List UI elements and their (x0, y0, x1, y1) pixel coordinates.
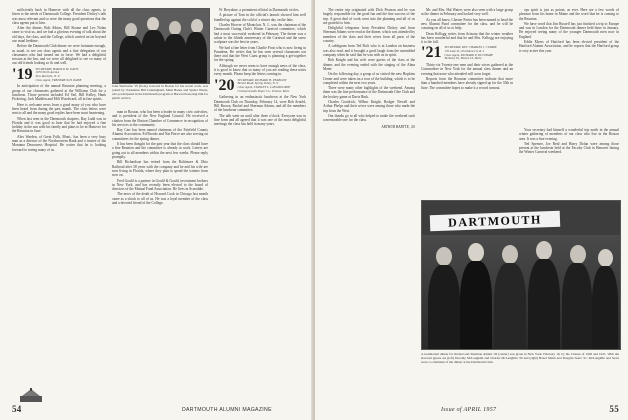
class-header-1920 (214, 76, 306, 94)
paragraph: Mr. and Mrs. Hal Waters were also seen with a large group at the dinner in February and looked very well. (421, 8, 513, 17)
right-column-3-bottom (519, 128, 619, 198)
address-line: Commonwealth Paper Co., Ventnor, Mich. (237, 88, 290, 93)
paragraph: We have word that Jim Russell has just finished a trip to Europe and was in London for the Dartmouth dinner held there in January. He enjoyed seeing many of the younger Dartmouth men now in England. (519, 21, 619, 39)
right-column-3-top (519, 8, 619, 126)
page-number: 54 (12, 404, 22, 414)
photo-caption: A testimonial dinner for Rachel and Sherman Adams '20 (center) was given in New York, February 16, by the Classes of 1920 and 1921. With the honored guests are (left) Dorothy McLaughlin and Charles McLaughlin '20 and (right) Hazel Smith and Douglas Sears '21. McLaughlin and Sears were co-chairmen of the dinner at the Dartmouth Club. (421, 352, 619, 364)
paragraph: man in Boston, who has been a leader in many civic activities, and is president of the New England Council. He received a citation from the Boston Chamber of Commerce in recognition of his services to the community. (112, 110, 208, 127)
paragraph: Reports from the Reunion committee indicate that more than a hundred members have already signed up for the 35th in June. The committee hopes to make it a record turnout. (421, 77, 513, 90)
paragraph: The news of the death of Howard Cook in Chicago last month came as a shock to all of us. He was a loyal member of the class and a devoted friend of the College. (112, 192, 208, 205)
right-col2-top-text (421, 8, 513, 44)
paragraph: There were many other highlights of the weekend. Among them was the fine performance of the Dartmouth Glee Club and the hockey game at Davis Rink. (323, 86, 415, 99)
page-number: 55 (609, 404, 619, 414)
right-page (315, 0, 628, 420)
address-line: Berkeley 81, Boston 16, Mass. (444, 56, 482, 61)
paragraph: W. Breyahue, a prominent official in Dartmouth circles. (219, 8, 300, 12)
right-column-1 (323, 8, 415, 403)
class-header-1921 (421, 46, 513, 61)
paragraph: Charles Hoover of Montclair, N. J., was the chairman of the Dartmouth Outing Club's Winter Carnival committee, which had a most successful weekend in February. The theme was a salute to the fiftieth anniversary of the Carnival and the snow sculpture was the best in years. (214, 23, 306, 45)
paragraph: Gathering in an enthusiastic luncheon at the New York Dartmouth Club on Thursday, February 14, were Bob Arnold, Bill Brown, Rachel and Sherman Adams, and all the members of the luncheon committee. (214, 95, 306, 113)
photo-sherburne-group (112, 8, 210, 84)
class-number: '20 (214, 76, 235, 94)
paragraph: After the dinner, Bob Atkins, Bill Sloane and Leo Nolan came to visit us, and we had a glorious evening of talk about the old days, the class, and the College, which carried on far beyond our usual bedtime. (12, 26, 106, 43)
footer-ornament-icon (18, 388, 44, 404)
address-line: Bristol Road, Spring Valley, N. Y. (237, 81, 279, 86)
paragraph: Thirty-six Twenty-one men and their wives gathered at the Commodore in New York for the annual class dinner and an evening that none who attended will soon forget. (421, 63, 513, 76)
secretary-line: SECRETARY, HAROLD M. DAVIS (35, 66, 79, 71)
paragraph: Fred Gould is a partner in Gould & Gould, investment brokers in New York, and has recently been elected to the board of directors of the Mutual Fund Association. He lives in Scarsdale. (112, 178, 208, 191)
right-column-2 (421, 8, 513, 198)
paragraph: The talk went on until after three o'clock. Everyone was in fine form and all agreed that it was one of the most delightful meetings the class has held in many years. (214, 113, 306, 126)
photo-caption: John Sherburne '19 (front), honored in Boston for his recent work, was joined by classmates Bill Cunningham, Mark Hanes and Spider Wentz, who participated in the Dartmouth program at Harvard honoring him for public service. (112, 84, 208, 100)
dartmouth-banner: DARTMOUTH (430, 211, 560, 232)
paragraph: ops spirit is just as potent, as ever. Here are a few words of pleasure from his home in Maine and the word that he is coming to the Reunion. (519, 8, 619, 21)
photo-testimonial-dinner (421, 200, 621, 350)
paragraph: Although we never seem to have enough news of the class, it is good to know that so many of you are reading these notes every month. Please keep the letters coming in. (214, 63, 306, 77)
secretary-info (444, 46, 496, 61)
class-number: '19 (12, 65, 33, 83)
paragraph: Your secretary had himself a wonderful trip north in the annual winter gathering of members of our class who live in the Boston area. It was a fine evening. (519, 128, 619, 141)
paragraph: Ray Carr has been named chairman of the Fairfield County Alumni Association. Ed Brooks and Nat Pierce are also serving on committees for the spring dinner. (112, 128, 208, 141)
left-col1-top-text (12, 8, 106, 66)
paragraph: We had a fine letter from Charlie Frost who is now living in Pasadena. He writes that he has seen several classmates out there and that the West Coast group is planning a get-together for the spring. (214, 45, 306, 63)
left-column-3 (214, 8, 306, 403)
paragraph: Here is welcome news from a good many of you who have been heard from during the past month. The class letters were sent to all and the many good replies have been most heartening. (12, 102, 106, 116)
class-header-1919 (12, 65, 106, 83)
right-footer (323, 404, 619, 414)
left-footer (12, 404, 308, 414)
magazine-title: DARTMOUTH ALUMNI MAGAZINE (182, 407, 272, 413)
address-line: New Rochelle, N. Y. (35, 74, 60, 79)
class-agent-line: Class Agent, STANLEY L. LANGBOURNE (237, 84, 291, 89)
class-agent-line: Class Agent, FREDERICK H. PAINE (35, 77, 82, 82)
paragraph: In anticipation of the annual Reunion planning meeting, a group of our classmates gathered at the Williams Club for a luncheon. Those present included Ed Vail, Bill Kelley, Hank Pickering, Jack Madden and Milt Woodward, all in fine spirits. (12, 84, 106, 102)
signature: ARTHUR BARTTE, '20 (381, 124, 415, 129)
secretary-line: SECRETARY, RICHARD H. PEABODY (237, 77, 287, 82)
paragraph: Delightful telegrams from President Dickey and from Sherman Adams were read at the dinner, which was attended by members of the class and their wives from all parts of the country. (323, 26, 415, 43)
secretary-info (237, 79, 290, 94)
paragraph: Charles Goodrich, Wilbur Knight, Rodger Newell and Arthur Phelps and their wives were among those who made the trip from the West. (323, 100, 415, 113)
paragraph: Dean Kellogg writes from Arizona that the winter weather has been wonderful and that he and Mrs. Kellogg are enjoying it to the full. (421, 31, 513, 45)
paragraph: Before the Dartmouth Club dinner we were fortunate enough, as usual, to see our class agents and a fine delegation of our classmates who had turned out in force. We had a delightful session at the Inn, and we were all delighted to see so many of our old friends looking so fit and well. (12, 44, 106, 66)
paragraph: sufficiently back in Hanover with all the class agents, to listen to the needs of Dartmouth College. President Dickey's talk was most relevant and so were the many good questions that the class agents put to him. (12, 8, 106, 25)
paragraph: The entire trip originated with Dick Pearson and he was largely responsible for the good fun and the fine success of the trip. A great deal of work went into the planning and all of us are grateful to him. (323, 8, 415, 25)
class-agent-line: Class Agent, RICHARD P. DUCHAMP (444, 52, 493, 57)
left-col1-bottom-text (12, 84, 106, 151)
issue-date: Issue of APRIL 1957 (441, 407, 497, 413)
paragraph: Alex Warden, of Great Falls, Mont., has been a very busy man as a director of the Northwestern Bank and a trustee of the Montana Deaconess Hospital. He writes that he is looking forward to seeing many of us. (12, 134, 106, 152)
left-column-1 (12, 8, 106, 403)
paragraph: When last seen in the Dartmouth chapters, Ray Ladd was in Florida and it was good to hear that he had enjoyed a fine holiday in the sun with his family and plans to be in Hanover for the Reunion in June. (12, 116, 106, 134)
paragraph: It has been thought for the past year that the class should have a fine Reunion and the committee is already at work. Letters are going out to all members within the next few weeks. Please reply promptly. (112, 142, 208, 159)
secretary-line: SECRETARY, REV. CHARLES J. CURRIE (444, 45, 497, 50)
class-number: '21 (421, 44, 442, 62)
paragraph: Eddie Myers of Hartford has been elected president of the Hartford Alumni Association, and he reports that the Hartford group is very active this year. (519, 40, 619, 53)
left-col3-bottom-text (214, 95, 306, 126)
paragraph: On the following day, a group of us visited the new Hopkins Center and were taken on a tour of the building, which is to be completed within the next two years. (323, 72, 415, 85)
address-line: 176 Lake St., Providence 6, R. I. (444, 49, 485, 54)
paragraph: Ted Spenser, Joe Reid and Harry Dolan were among those present at the luncheon held at the Faculty Club in Hanover during the Winter Carnival weekend. (519, 141, 619, 155)
address-line: 1079 North Avenue (35, 70, 60, 75)
paragraph: Our thanks go to all who helped to make the weekend such a memorable one for the class. (323, 114, 415, 123)
paragraph: Bob Knight and his wife were guests of the class at the dinner, and the evening ended with the singing of the Alma Mater. (323, 58, 415, 71)
secretary-info (35, 68, 81, 83)
left-page (0, 0, 313, 420)
left-column-2 (112, 110, 208, 403)
paragraph: Bill Richardson has retired from the Baltimore & Ohio Railroad after 38 years with the company and he and his wife are now living in Florida, where they plan to spend the winters from now on. (112, 160, 208, 178)
paragraph: A cablegram from Ted Rich who is in London on business was also read, and it brought a good laugh from the assembled company when he said that he was with us in spirit. (323, 44, 415, 57)
right-col2-bottom-text (421, 63, 513, 90)
paragraph: As you all know, Chester Porter has been named to head the new Alumni Fund committee for the class, and he will be counting on all of us to help. (421, 17, 513, 31)
left-col3-top-text (214, 8, 306, 77)
paragraph: A picture of Tom in the official's launch showed him well bundled up against the cold of a winter day on the lake. (214, 13, 306, 22)
